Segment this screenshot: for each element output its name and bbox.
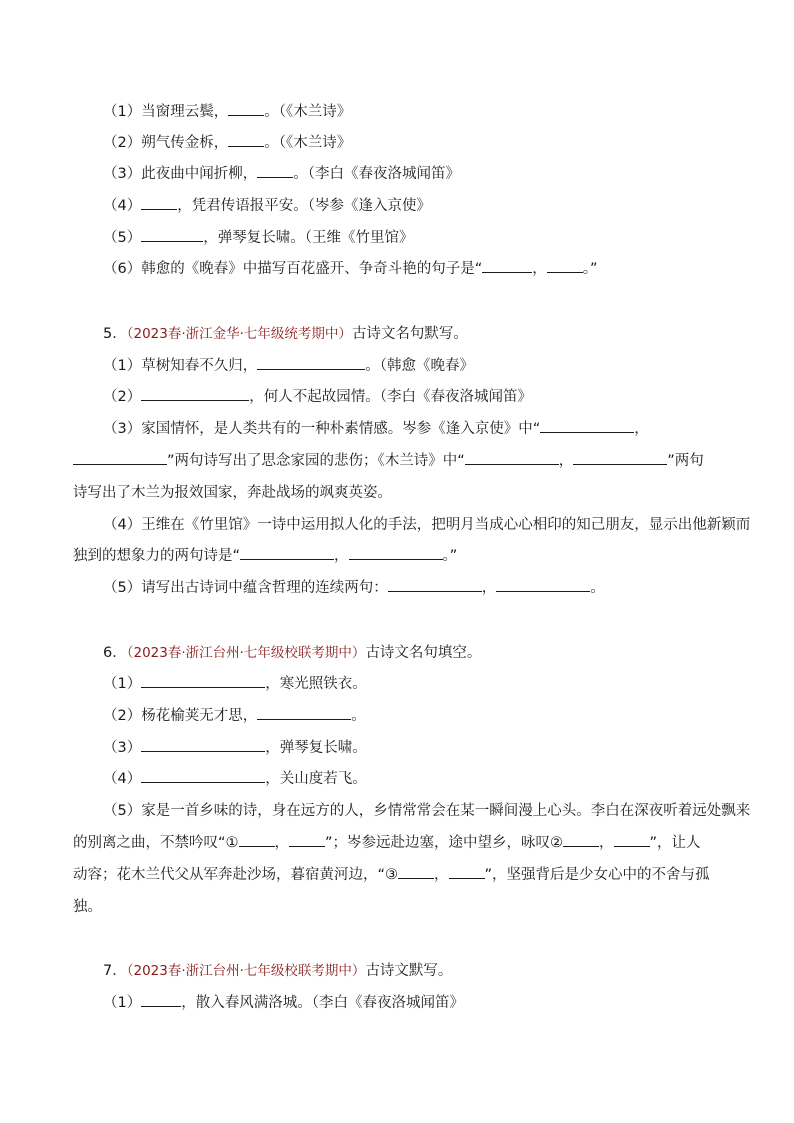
question-number: 7． [103,963,127,979]
question-source[interactable]: （2023春·浙江台州·七年级校联考期中） [126,963,366,979]
blank[interactable] [141,768,265,783]
q5-item-4-line2: 独到的想象力的两句诗是“ ， 。” [73,545,457,567]
blank[interactable] [449,864,485,879]
q4-item-6: （6）韩愈的《晚春》中描写百花盛开、争奇斗艳的句子是“ ， 。” [103,258,598,280]
blank[interactable] [398,864,434,879]
q5-item-4-line1: （4）王维在《竹里馆》一诗中运用拟人化的手法，把明月当成心心相印的知己朋友，显示出他新颖而 [103,517,751,533]
blank[interactable] [228,101,264,116]
blank[interactable] [257,163,293,178]
q6-item-1: （1） ，寒光照铁衣。 [103,673,367,695]
blank[interactable] [141,386,249,401]
q4-item-1: （1）当窗理云鬓， 。（《木兰诗》 [103,101,351,123]
blank[interactable] [614,832,650,847]
q6-item-5-line1: （5）家是一首乡味的诗，身在远方的人，乡情常常会在某一瞬间漫上心头。李白在深夜听着远处飘来 [103,803,751,819]
q5-item-1: （1）草树知春不久归， 。（韩愈《晚春》 [103,355,474,377]
blank[interactable] [141,195,177,210]
blank[interactable] [573,450,667,465]
blank[interactable] [141,992,181,1007]
blank[interactable] [465,450,559,465]
q4-item-5: （5） ，弹琴复长啸。（王维《竹里馆》 [103,227,413,249]
blank[interactable] [482,258,532,273]
question-source[interactable]: （2023春·浙江台州·七年级校联考期中） [126,645,366,661]
question-instruction: 古诗文默写。 [365,963,453,979]
question-number: 6． [103,645,127,661]
q6-item-5-line2: 的别离之曲，不禁吟叹“① ， ”；岑参远赴边塞，途中望乡，咏叹② ， ”，让人 [73,832,701,854]
q5-item-3-line2: ”两句诗写出了思念家园的悲伤；《木兰诗》中“ ， ”两句 [73,450,704,472]
blank[interactable] [257,355,365,370]
blank[interactable] [240,545,334,560]
question-source[interactable]: （2023春·浙江金华·七年级统考期中） [126,326,352,342]
q4-item-3: （3）此夜曲中闻折柳， 。（李白《春夜洛城闻笛》 [103,163,460,185]
blank[interactable] [73,450,167,465]
q6-item-3: （3） ，弹琴复长啸。 [103,737,367,759]
blank[interactable] [141,737,265,752]
q6-item-5-line4: 独。 [73,899,102,915]
q4-item-2: （2）朔气传金柝， 。（《木兰诗》 [103,132,351,154]
blank[interactable] [388,577,482,592]
blank[interactable] [228,132,264,147]
q5-item-2: （2） ，何人不起故园情。（李白《春夜洛城闻笛》 [103,386,532,408]
q6-header [103,642,481,664]
q4-item-4: （4） ，凭君传语报平安。（岑参《逢入京使》 [103,195,431,217]
q7-item-1: （1） ，散入春风满洛城。（李白《春夜洛城闻笛》 [103,992,464,1014]
blank[interactable] [239,832,275,847]
q5-header [103,323,468,345]
blank[interactable] [289,832,325,847]
blank[interactable] [563,832,599,847]
q6-item-4: （4） ，关山度若飞。 [103,768,367,790]
blank[interactable] [540,418,634,433]
blank[interactable] [496,577,590,592]
q6-item-2: （2）杨花榆荚无才思， 。 [103,705,366,727]
question-instruction: 古诗文名句填空。 [365,645,482,661]
question-instruction: 古诗文名句默写。 [351,326,468,342]
q5-item-3-line3: 诗写出了木兰为报效国家，奔赴战场的飒爽英姿。 [73,485,392,501]
q5-item-3-line1: （3）家国情怀，是人类共有的一种朴素情感。岑参《逢入京使》中“ ， [103,418,649,440]
q5-item-5: （5）请写出古诗词中蕴含哲理的连续两句： ， 。 [103,577,605,599]
q6-item-5-line3: 动容；花木兰代父从军奔赴沙场，暮宿黄河边，“③ ， ”，坚强背后是少女心中的不舍与孤 [73,864,710,886]
blank[interactable] [141,673,265,688]
blank[interactable] [547,258,583,273]
blank[interactable] [349,545,443,560]
question-number: 5． [103,326,127,342]
blank[interactable] [257,705,351,720]
blank[interactable] [141,227,203,242]
q7-header [103,960,452,982]
